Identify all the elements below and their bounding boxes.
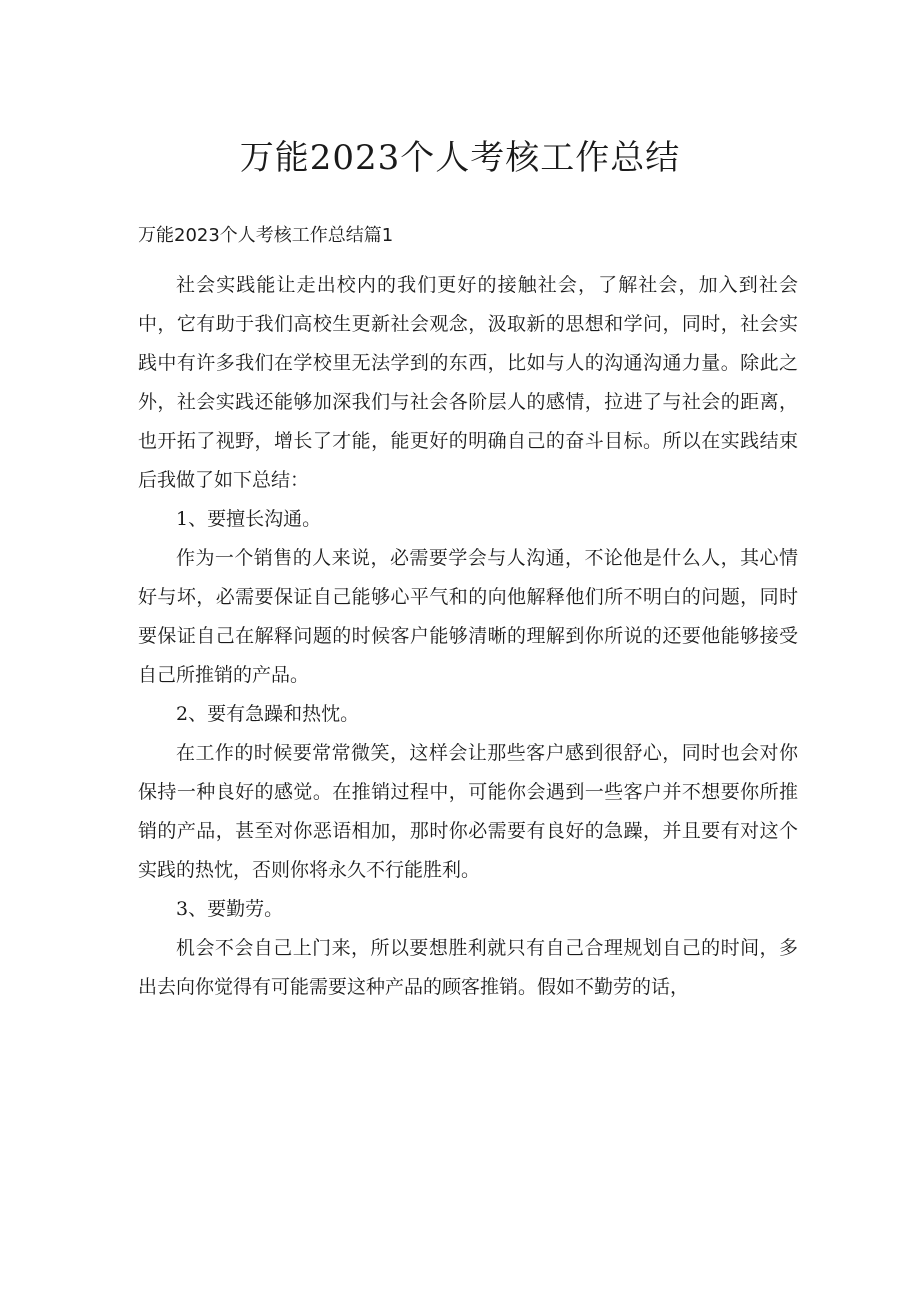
document-subtitle: 万能2023个人考核工作总结篇1 [138, 225, 394, 246]
paragraph: 在工作的时候要常常微笑，这样会让那些客户感到很舒心，同时也会对你保持一种良好的感觉。在推销过程中，可能你会遇到一些客户并不想要你所推销的产品，甚至对你恶语相加，那时你必需要有良好的急躁，并且要有对这个实践的热忱，否则你将永久不行能胜利。 [138, 742, 798, 881]
section-heading: 3、要勤劳。 [176, 898, 284, 920]
paragraph: 社会实践能让走出校内的我们更好的接触社会，了解社会，加入到社会中，它有助于我们高校生更新社会观念，汲取新的思想和学问，同时，社会实践中有许多我们在学校里无法学到的东西，比如与人的沟通沟通力量。除此之外，社会实践还能够加深我们与社会各阶层人的感情，拉进了与社会的距离，也开拓了视野，增长了才能，能更好的明确自己的奋斗目标。所以在实践结束后我做了如下总结： [138, 274, 798, 491]
paragraph: 作为一个销售的人来说，必需要学会与人沟通，不论他是什么人，其心情好与坏，必需要保证自己能够心平气和的向他解释他们所不明白的问题，同时要保证自己在解释问题的时候客户能够清晰的理解到你所说的还要他能够接受自己所推销的产品。 [138, 547, 798, 686]
document-body [138, 266, 798, 1007]
paragraph: 机会不会自己上门来，所以要想胜利就只有自己合理规划自己的时间，多出去向你觉得有可能需要这种产品的顾客推销。假如不勤劳的话， [138, 937, 798, 998]
section-heading: 2、要有急躁和热忱。 [176, 703, 360, 725]
document-title: 万能2023个人考核工作总结 [239, 138, 681, 178]
section-heading: 1、要擅长沟通。 [176, 508, 322, 530]
